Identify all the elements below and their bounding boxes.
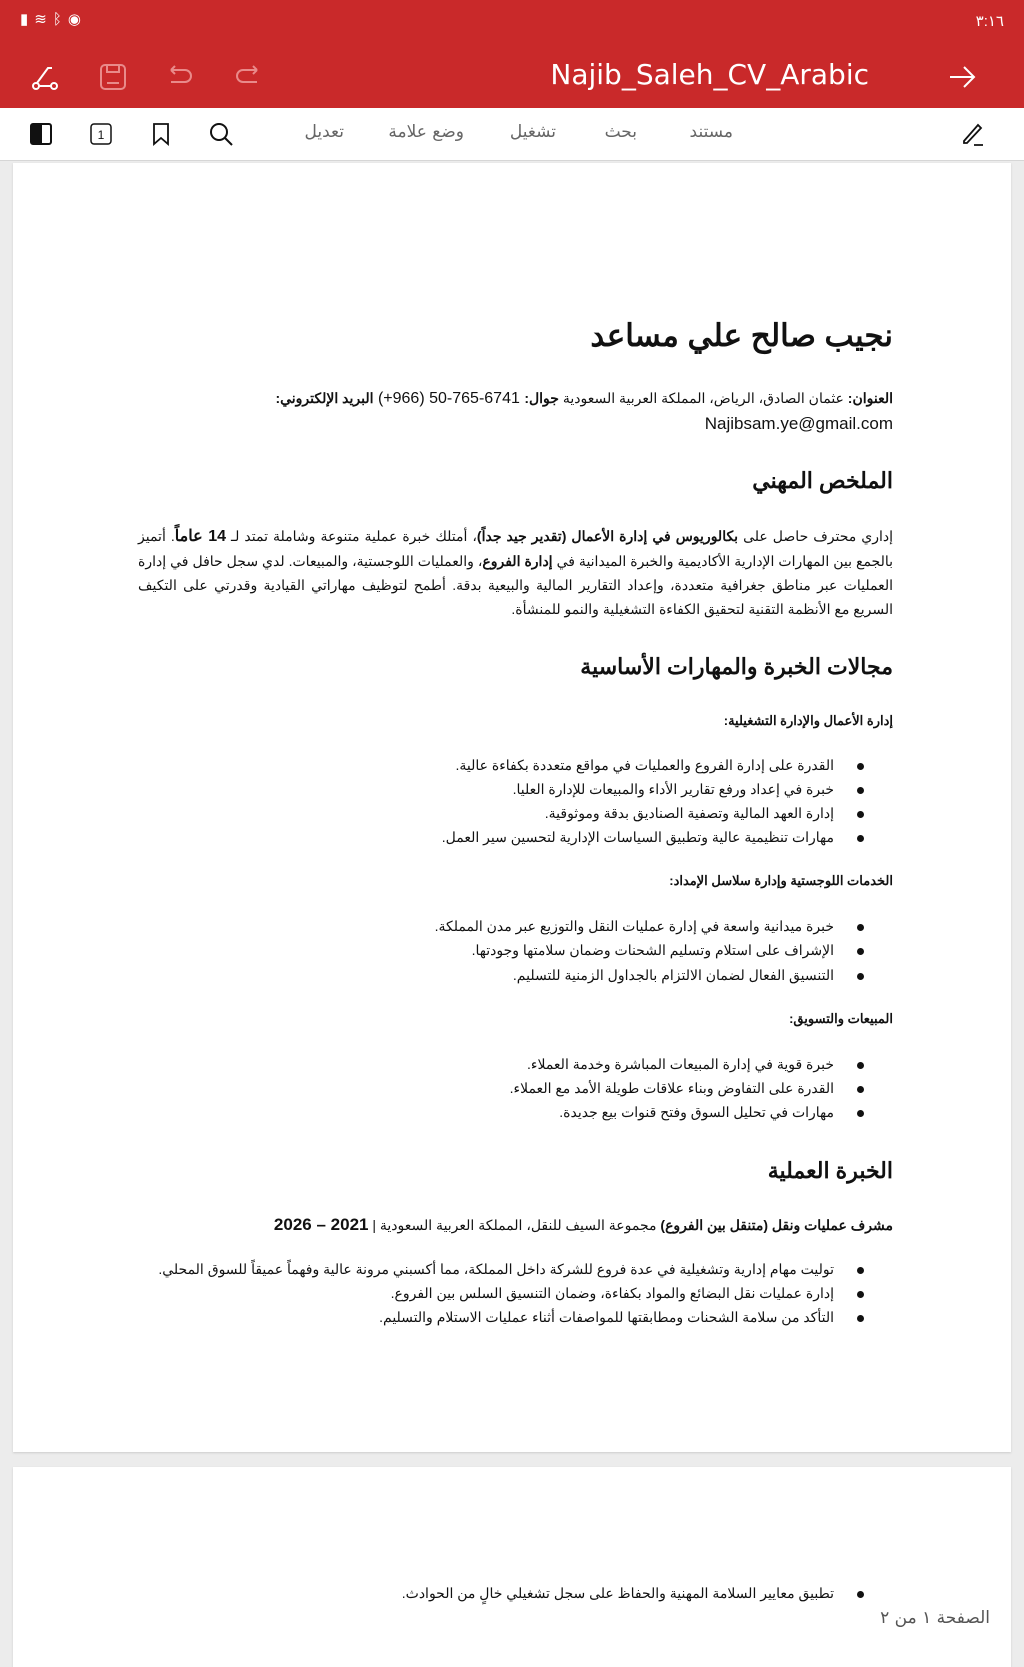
job-title: مشرف عمليات ونقل (متنقل بين الفروع) (660, 1217, 893, 1233)
bluetooth-icon: ᛒ (52, 10, 62, 28)
skill-group-title: المبيعات والتسويق: (789, 1011, 893, 1026)
summary-branches: إدارة الفروع (482, 553, 553, 569)
battery-icon: ▮ (20, 11, 29, 28)
bullet-icon (857, 763, 864, 770)
tab-play[interactable]: تشغيل (509, 122, 556, 142)
reading-mode-icon[interactable] (28, 121, 54, 147)
page-indicator: الصفحة ١ من ٢ (880, 1608, 990, 1628)
tab-document[interactable]: مستند (689, 122, 733, 142)
list-item: الإشراف على استلام وتسليم الشحنات وضمان سلامتها وجودتها. (471, 942, 834, 958)
toolbar (0, 108, 1024, 161)
bullet-icon (857, 1110, 864, 1117)
share-icon[interactable] (28, 60, 62, 94)
redo-icon[interactable] (230, 60, 264, 94)
bullet-icon (857, 948, 864, 955)
bullet-icon (857, 1062, 864, 1069)
bullet-icon (857, 924, 864, 931)
bullet-icon (857, 1591, 864, 1598)
bullet-icon (857, 787, 864, 794)
save-icon[interactable] (96, 60, 130, 94)
back-arrow-icon[interactable] (945, 60, 979, 94)
job-line (274, 1215, 893, 1235)
undo-icon[interactable] (164, 60, 198, 94)
summary-paragraph (138, 524, 893, 621)
list-item: مهارات تنظيمية عالية وتطبيق السياسات الإدارية لتحسين سير العمل. (441, 829, 834, 845)
list-item: القدرة على التفاوض وبناء علاقات طويلة الأمد مع العملاء. (509, 1080, 834, 1096)
email[interactable]: Najibsam.ye@gmail.com (704, 414, 893, 433)
job-dates: 2021 – 2026 (273, 1215, 369, 1234)
bullet-icon (857, 1267, 864, 1274)
address: عثمان الصادق، الرياض، المملكة العربية السعودية (558, 390, 848, 406)
bullet-icon (857, 811, 864, 818)
bullet-icon (857, 835, 864, 842)
list-item: توليت مهام إدارية وتشغيلية في عدة فروع للشركة داخل المملكة، مما أكسبني مرونة عالية وفهماً عميقاً للسوق المحلي. (158, 1261, 834, 1277)
status-icons (20, 10, 81, 28)
skill-group-title: الخدمات اللوجستية وإدارة سلاسل الإمداد: (669, 873, 893, 888)
phone: 6741-765-50 (966+) (373, 390, 525, 407)
status-time: ٣:١٦ (975, 13, 1004, 30)
document-title: Najib_Saleh_CV_Arabic (550, 58, 869, 91)
bullet-icon (857, 1315, 864, 1322)
bullet-icon (857, 973, 864, 980)
wifi-icon: ≋ (34, 11, 47, 28)
summary-text: ، أمتلك خبرة عملية متنوعة وشاملة تمتد لـ (226, 528, 477, 544)
job-company: مجموعة السيف للنقل، المملكة العربية السعودية | (368, 1217, 661, 1233)
document-page-2 (13, 1467, 1011, 1667)
cv-name: نجيب صالح علي مساعد (590, 318, 893, 353)
bullet-icon (857, 1291, 864, 1298)
address-label: العنوان: (847, 390, 893, 406)
page-number: 1 (97, 128, 105, 142)
list-item: القدرة على إدارة الفروع والعمليات في مواقع متعددة بكفاءة عالية. (455, 757, 834, 773)
tab-markup[interactable]: وضع علامة (388, 122, 464, 142)
phone-label: جوال: (524, 390, 559, 406)
app-header (0, 0, 1024, 108)
bullet-icon (857, 1086, 864, 1093)
tab-search[interactable]: بحث (604, 122, 637, 142)
list-item: التأكد من سلامة الشحنات ومطابقتها للمواصفات أثناء عمليات الاستلام والتسليم. (379, 1309, 834, 1325)
document-page-1 (13, 163, 1011, 1452)
list-item: التنسيق الفعال لضمان الالتزام بالجداول الزمنية للتسليم. (512, 967, 834, 983)
list-item: خبرة قوية في إدارة المبيعات المباشرة وخدمة العملاء. (527, 1056, 834, 1072)
summary-degree: بكالوريوس في إدارة الأعمال (تقدير جيد جداً) (476, 528, 739, 544)
bookmark-icon[interactable] (148, 121, 174, 147)
tab-edit[interactable]: تعديل (304, 122, 344, 142)
summary-text: ، والعمليات اللوجستية، والمبيعات. لدي سجل حافل في إدارة العمليات عبر مناطق جغرافية متعددة، وإعداد التقارير المالية والبيعية بدقة. أطمح لتوظيف مهاراتي القيادية وقدرتي على التكيف السريع مع الأنظمة التقنية لتحقيق الكفاءة التشغيلية والنمو للمنشأة. (138, 553, 893, 617)
search-icon[interactable] (208, 121, 234, 147)
email-label: البريد الإلكتروني: (275, 390, 374, 406)
eye-icon: ◉ (67, 11, 81, 28)
summary-years: 14 عاماً (174, 528, 226, 545)
experience-heading: الخبرة العملية (767, 1158, 893, 1183)
skills-heading: مجالات الخبرة والمهارات الأساسية (580, 654, 893, 679)
page-number-icon[interactable] (88, 121, 114, 147)
list-item: إدارة العهد المالية وتصفية الصناديق بدقة وموثوقية. (544, 805, 834, 821)
list-item: خبرة في إعداد ورفع تقارير الأداء والمبيعات للإدارة العليا. (512, 781, 834, 797)
list-item: إدارة عمليات نقل البضائع والمواد بكفاءة، وضمان التنسيق السلس بين الفروع. (390, 1285, 834, 1301)
list-item: خبرة ميدانية واسعة في إدارة عمليات النقل والتوزيع عبر مدن المملكة. (434, 918, 834, 934)
list-item: مهارات في تحليل السوق وفتح قنوات بيع جديدة. (559, 1104, 834, 1120)
summary-text: . أتميز بالجمع بين المهارات الإدارية الأكاديمية والخبرة الميدانية في (138, 528, 893, 569)
summary-text: إداري محترف حاصل على (738, 528, 894, 544)
contact-line (275, 390, 893, 408)
pen-icon[interactable] (960, 121, 986, 147)
skill-group-title: إدارة الأعمال والإدارة التشغيلية: (723, 713, 893, 728)
list-item: تطبيق معايير السلامة المهنية والحفاظ على سجل تشغيلي خالٍ من الحوادث. (401, 1585, 834, 1601)
summary-heading: الملخص المهني (752, 468, 893, 493)
